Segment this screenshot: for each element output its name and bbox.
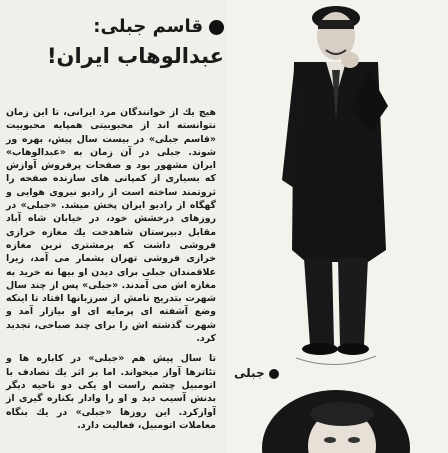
article-paragraph-1: هیچ یك از خوانندگان مرد ایرانی، تا این زمان نتوانسته اند از محبوبیتی همپایه محبوبیت «قاسم جبلی» در بیست سال پیش، بهره ور شوند. جبلی در آن زمان به «عبدالوهاب» ایران مشهور بود و صفحات پرفروش آوازش که بسیاری از کمپانی های سازنده صفحه را ثروتمند ساخته است از رادیو نیروی هوایی و گهگاه از رادیو ایران پخش میشد. «جبلی» در روزهای درخشش خود، در خیابان شاه آباد مقابل دبیرستان شاهدخت یك مغازه خرازی فروشی داشت که پرمشتری ترین مغازه خرازی فروشی تهران بشمار می آمد، زیرا علاقمندان جبلی برای دیدن او بیها نه خرید به مغازه اش می آمدند. «جبلی» پس از چند سال شهرت بتدریج نامش از سرزبانها افتاد تا اینکه وضع آشفته ای پرمایه ای او بیازار آمد و شهرت گذشته اش را برای چند صباحی، تجدید کرد. [6,107,216,345]
singer-standing-photo [226,0,448,453]
article-paragraph-2: تا سال پیش هم «جبلی» در کاباره ها و تئاترها آواز میخواند. اما بر اثر یك تصادف با اتومبیل چشم راست او یکی دو ناحیه دیگر بدنش آسیب دید و او را وادار بکناره گیری از آوازکرد. این روزها «جبلی» در یك بنگاه معاملات اتومبیل، فعالیت دارد. [6,353,216,431]
title-line-1 [6,14,224,40]
article-title [6,14,224,72]
title-line-2: عبدالوهاب ایران! [46,44,224,68]
article-body [6,106,216,439]
caption-text: جبلی [234,366,265,380]
caption-dot-icon [269,369,279,379]
photo-caption [234,366,279,380]
title-line-1-text: قاسم جبلی: [93,16,203,37]
bullet-dot-icon [209,20,224,35]
singer-photo [226,0,448,453]
